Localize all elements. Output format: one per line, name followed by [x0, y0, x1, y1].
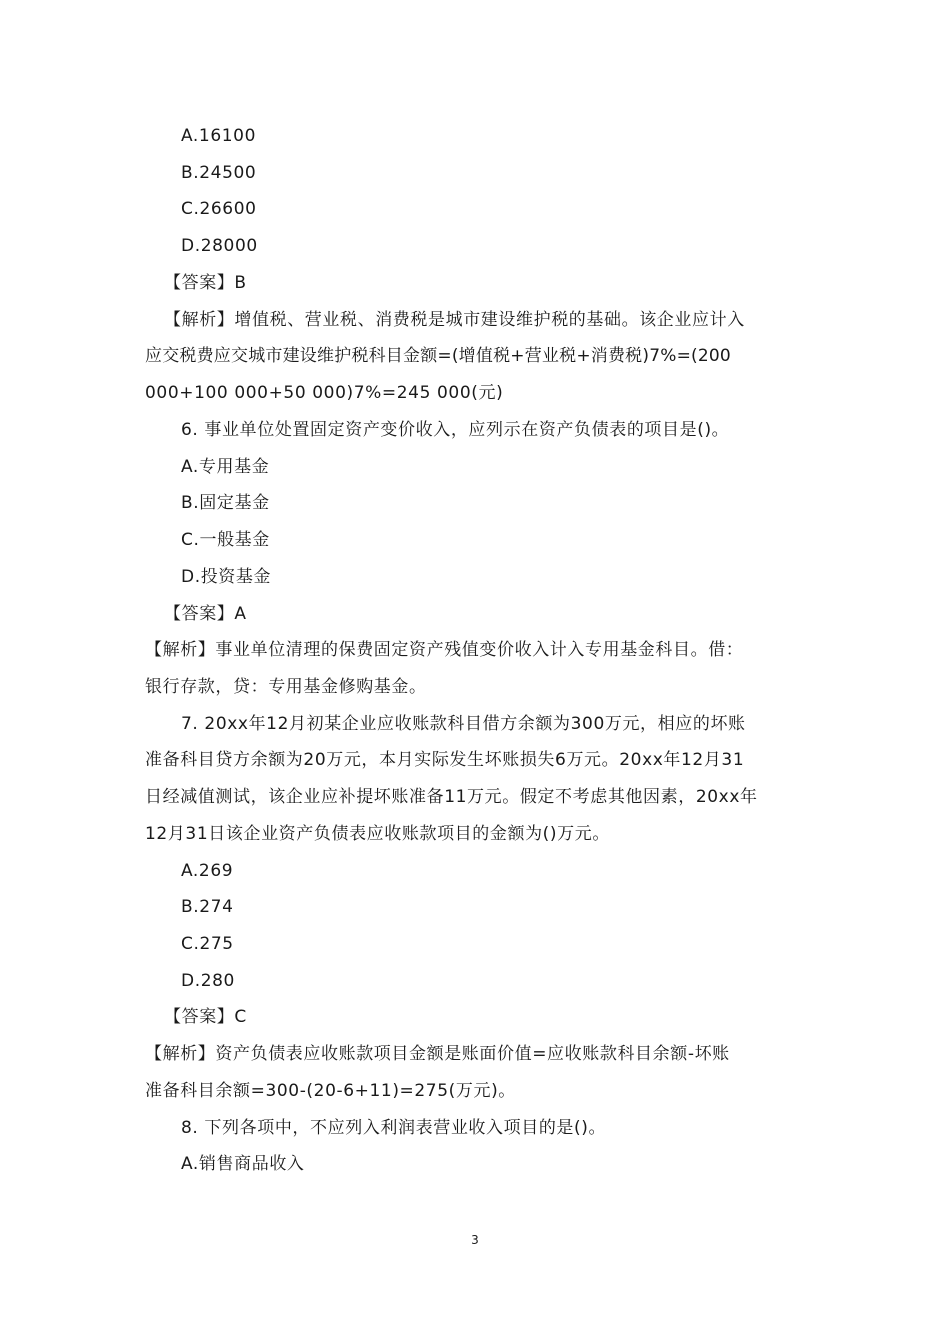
explanation-line: 【解析】资产负债表应收账款项目金额是账面价值=应收账款科目余额-坏账	[145, 1044, 730, 1064]
question-line: 7. 20xx年12月初某企业应收账款科目借方余额为300万元，相应的坏账	[181, 714, 746, 734]
option-line: D.280	[181, 971, 235, 991]
option-line: D.28000	[181, 236, 258, 256]
explanation-line: 【解析】事业单位清理的保费固定资产残值变价收入计入专用基金科目。借：	[145, 640, 744, 660]
answer-line: 【答案】B	[164, 273, 247, 293]
explanation-line: 000+100 000+50 000)7%=245 000(元)	[145, 383, 504, 403]
page-number: 3	[471, 1233, 479, 1247]
explanation-line: 准备科目余额=300-(20-6+11)=275(万元)。	[145, 1081, 516, 1101]
explanation-line: 应交税费应交城市建设维护税科目金额=(增值税+营业税+消费税)7%=(200	[145, 346, 731, 366]
question-line: 8. 下列各项中，不应列入利润表营业收入项目的是()。	[181, 1118, 607, 1138]
option-line: D.投资基金	[181, 567, 272, 587]
option-line: B.24500	[181, 163, 257, 183]
question-line: 6. 事业单位处置固定资产变价收入，应列示在资产负债表的项目是()。	[181, 420, 730, 440]
option-line: A.16100	[181, 126, 257, 146]
answer-line: 【答案】A	[164, 604, 247, 624]
answer-line: 【答案】C	[164, 1007, 247, 1027]
question-line: 日经减值测试，该企业应补提坏账准备11万元。假定不考虑其他因素，20xx年	[145, 787, 758, 807]
question-line: 准备科目贷方余额为20万元，本月实际发生坏账损失6万元。20xx年12月31	[145, 750, 745, 770]
explanation-line: 银行存款，贷：专用基金修购基金。	[145, 677, 427, 697]
option-line: C.一般基金	[181, 530, 270, 550]
option-line: C.26600	[181, 199, 257, 219]
option-line: B.274	[181, 897, 234, 917]
option-line: A.销售商品收入	[181, 1154, 305, 1174]
option-line: C.275	[181, 934, 234, 954]
option-line: A.269	[181, 861, 234, 881]
option-line: B.固定基金	[181, 493, 270, 513]
explanation-line: 【解析】增值税、营业税、消费税是城市建设维护税的基础。该企业应计入	[164, 310, 745, 330]
question-line: 12月31日该企业资产负债表应收账款项目的金额为()万元。	[145, 824, 610, 844]
option-line: A.专用基金	[181, 457, 270, 477]
